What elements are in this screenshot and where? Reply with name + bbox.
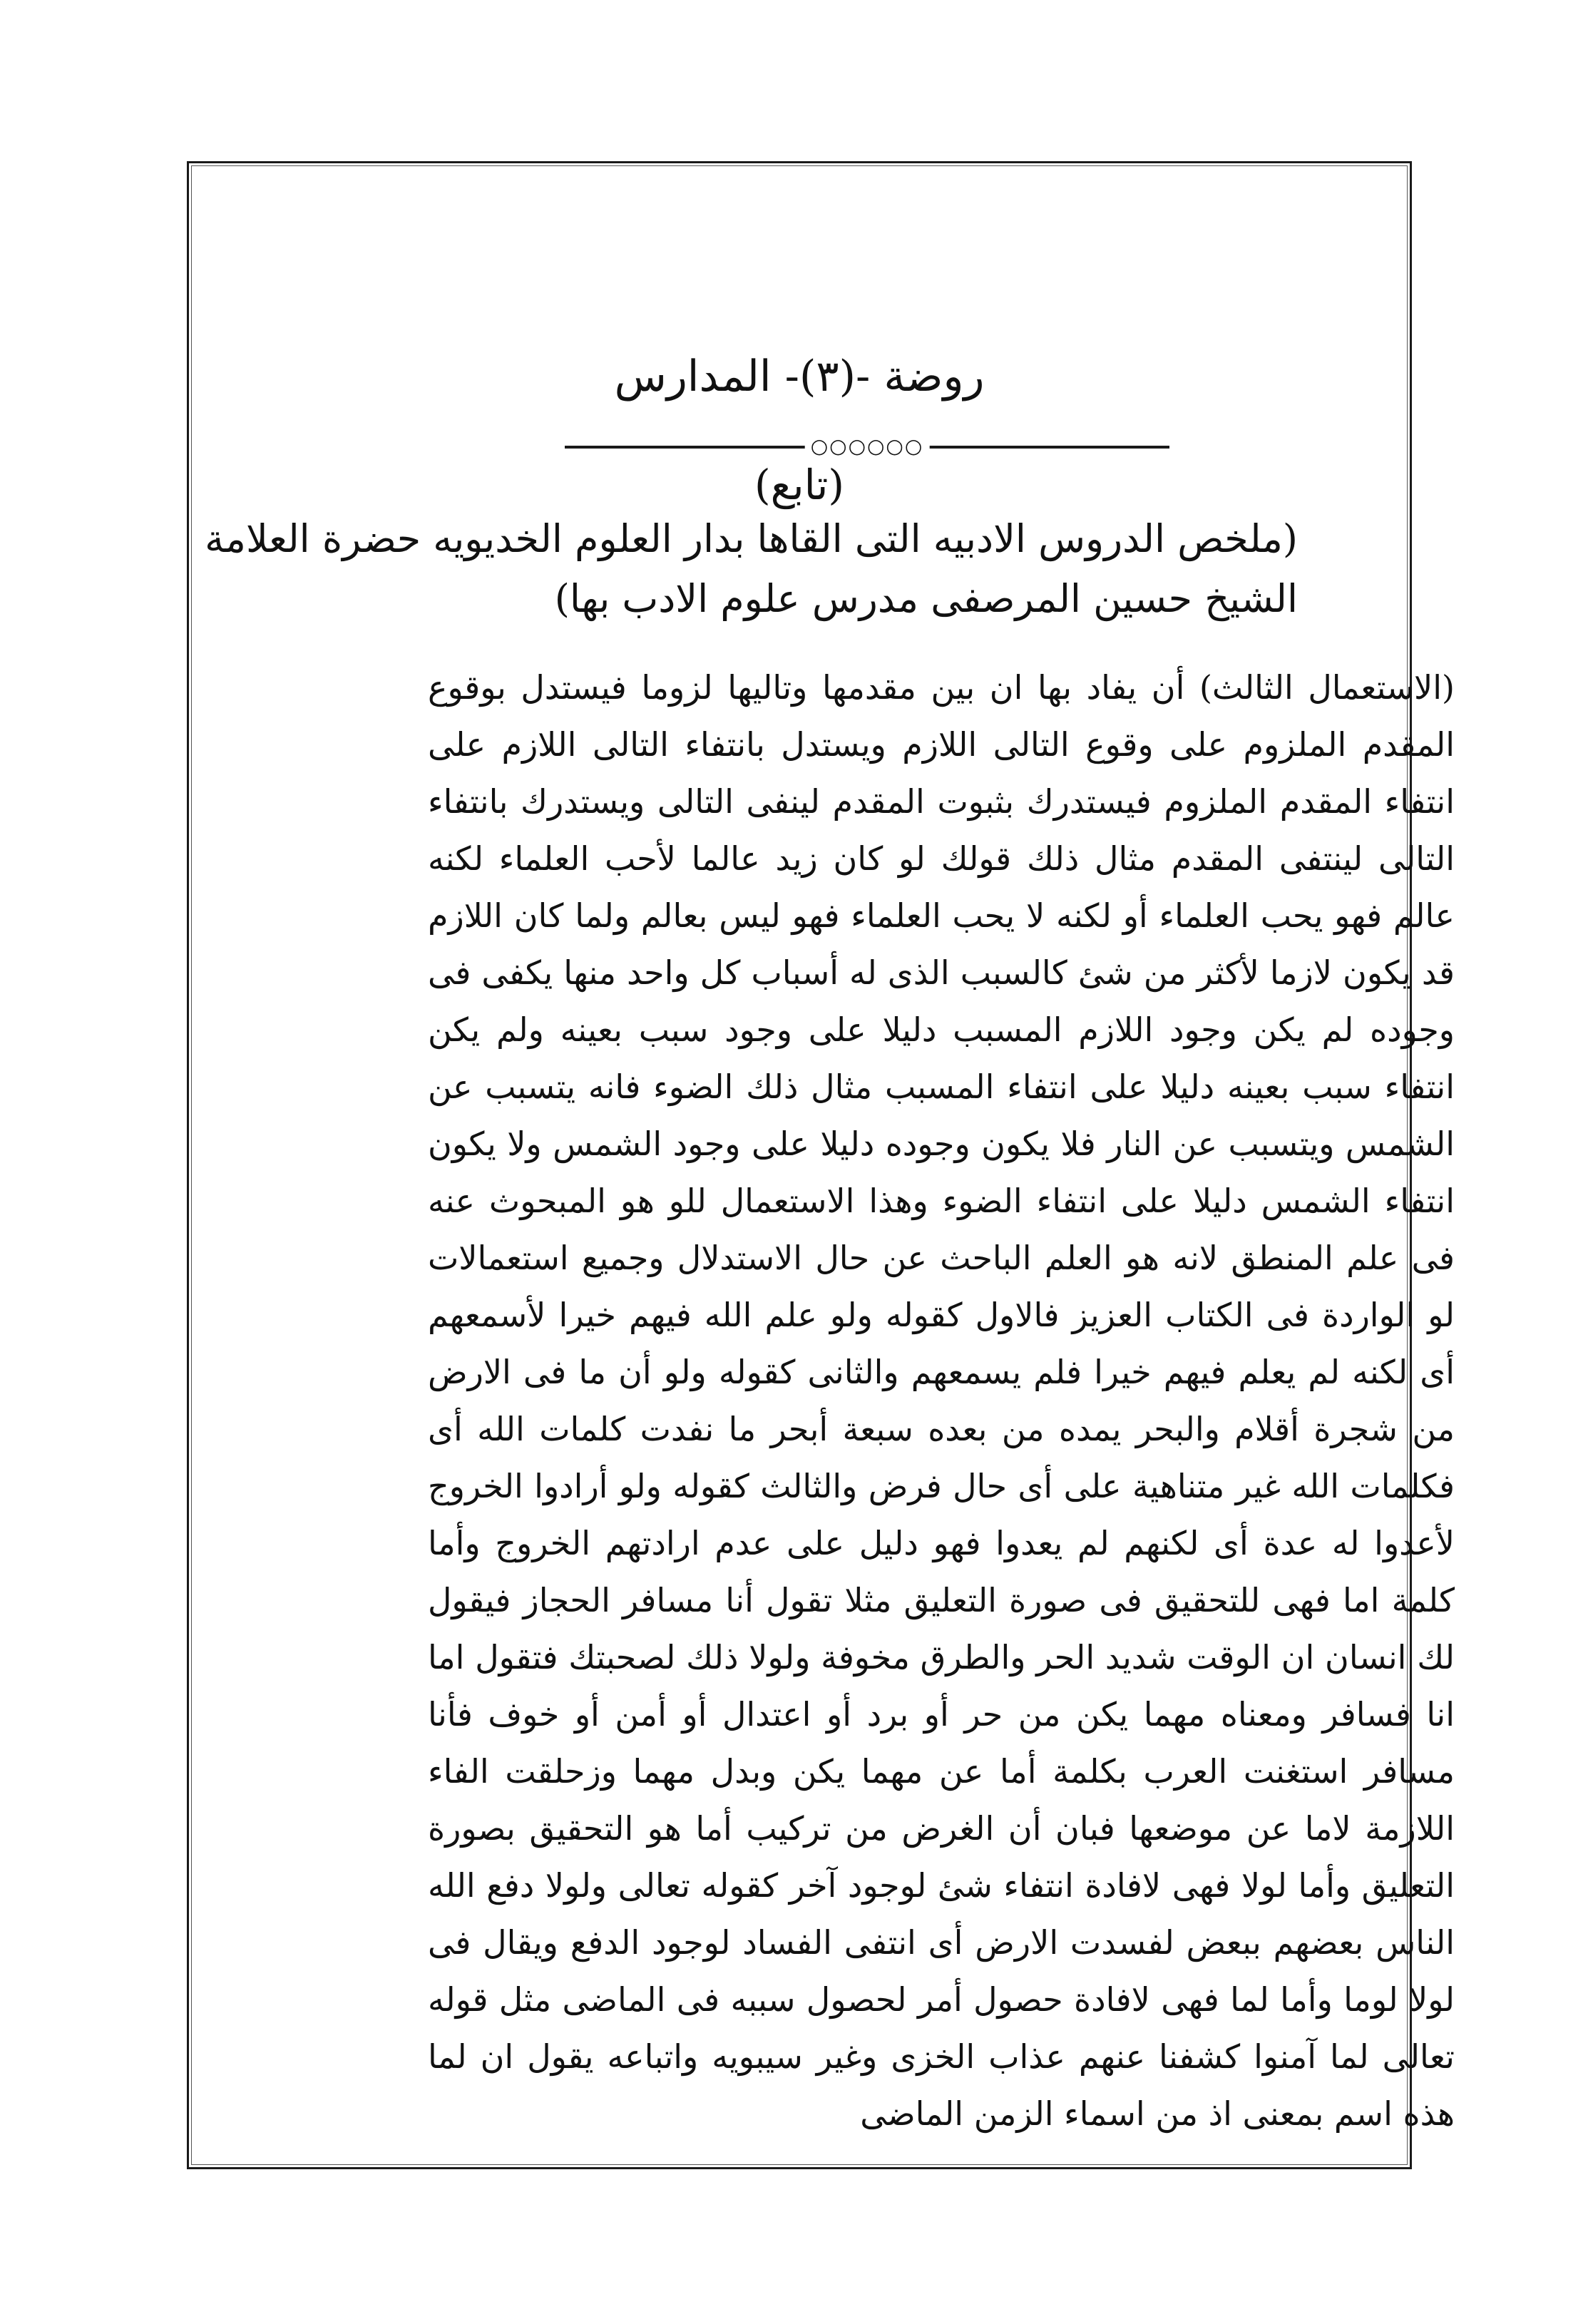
continuation-label: (تابع) <box>754 461 845 509</box>
title-line-2: الشيخ حسين المرصفى مدرس علوم الادب بها) <box>554 576 1298 621</box>
body-paragraph: (الاستعمال الثالث) أن يفاد بها ان بين مقدمها وتاليها لزوما فيستدل بوقوع المقدم الملزوم على وقوع التالى اللازم ويستدل بانتفاء التالى اللازم على انتفاء المقدم الملزوم فيستدرك بثبوت المقدم لينفى التالى ويستدرك بانتفاء التالى لينتفى المقدم مثال ذلك قولك لو كان زيد عالما لأحب العلماء لكنه عالم فهو يحب العلماء أو لكنه لا يحب العلماء فهو ليس بعالم ولما كان اللازم قد يكون لازما لأكثر من شئ كالسبب الذى له أسباب كل واحد منها يكفى فى وجوده لم يكن وجود اللازم المسبب دليلا على وجود سبب بعينه ولم يكن انتفاء سبب بعينه دليلا على انتفاء المسبب مثال ذلك الضوء فانه يتسبب عن الشمس ويتسبب عن النار فلا يكون وجوده دليلا على وجود الشمس ولا يكون انتفاء الشمس دليلا على انتفاء الضوء وهذا الاستعمال للو هو المبحوث عنه فى علم المنطق لانه هو العلم الباحث عن حال الاستدلال وجميع استعمالات لو الواردة فى الكتاب العزيز فالاول كقوله ولو علم الله فيهم خيرا لأسمعهم أى لكنه لم يعلم فيهم خيرا فلم يسمعهم والثانى كقوله ولو أن ما فى الارض من شجرة أقلام والبحر يمده من بعده سبعة أبحر ما نفدت كلمات الله أى فكلمات الله غير متناهية على أى حال فرض والثالث كقوله ولو أرادوا الخروج لأعدوا له عدة أى لكنهم لم يعدوا فهو دليل على عدم ارادتهم الخروج وأما كلمة اما فهى للتحقيق فى صورة التعليق مثلا تقول أنا مسافر الحجاز فيقول لك انسان ان الوقت شديد الحر والطرق مخوفة ولولا ذلك لصحبتك فتقول اما انا فسافر ومعناه مهما يكن من حر أو برد أو اعتدال أو أمن أو خوف فأنا مسافر استغنت العرب بكلمة أما عن مهما يكن وبدل مهما وزحلقت الفاء اللازمة لاما عن موضعها فبان أن الغرض من تركيب أما هو التحقيق بصورة التعليق وأما لولا فهى لافادة انتفاء شئ لوجود آخر كقوله تعالى ولولا دفع الله الناس بعضهم ببعض لفسدت الارض أى انتفى الفساد لوجود الدفع ويقال فى لولا لوما وأما لما فهى لافادة حصول أمر لحصول سببه فى الماضى مثل قوله تعالى لما آمنوا كشفنا عنهم عذاب الخزى وغير سيبويه واتباعه يقول ان لما هذه اسم بمعنى اذ من اسماء الزمن الماضى <box>428 668 1455 2133</box>
ornamental-rule <box>565 434 1169 458</box>
article-body <box>428 659 1455 2142</box>
rule-ornament: ○○○○○○ <box>805 432 930 461</box>
running-header: روضة -(٣)- المدارس <box>614 352 985 401</box>
title-line-1: (ملخص الدروس الادبيه التى القاها بدار العلوم الخديويه حضرة العلامة <box>205 516 1298 561</box>
